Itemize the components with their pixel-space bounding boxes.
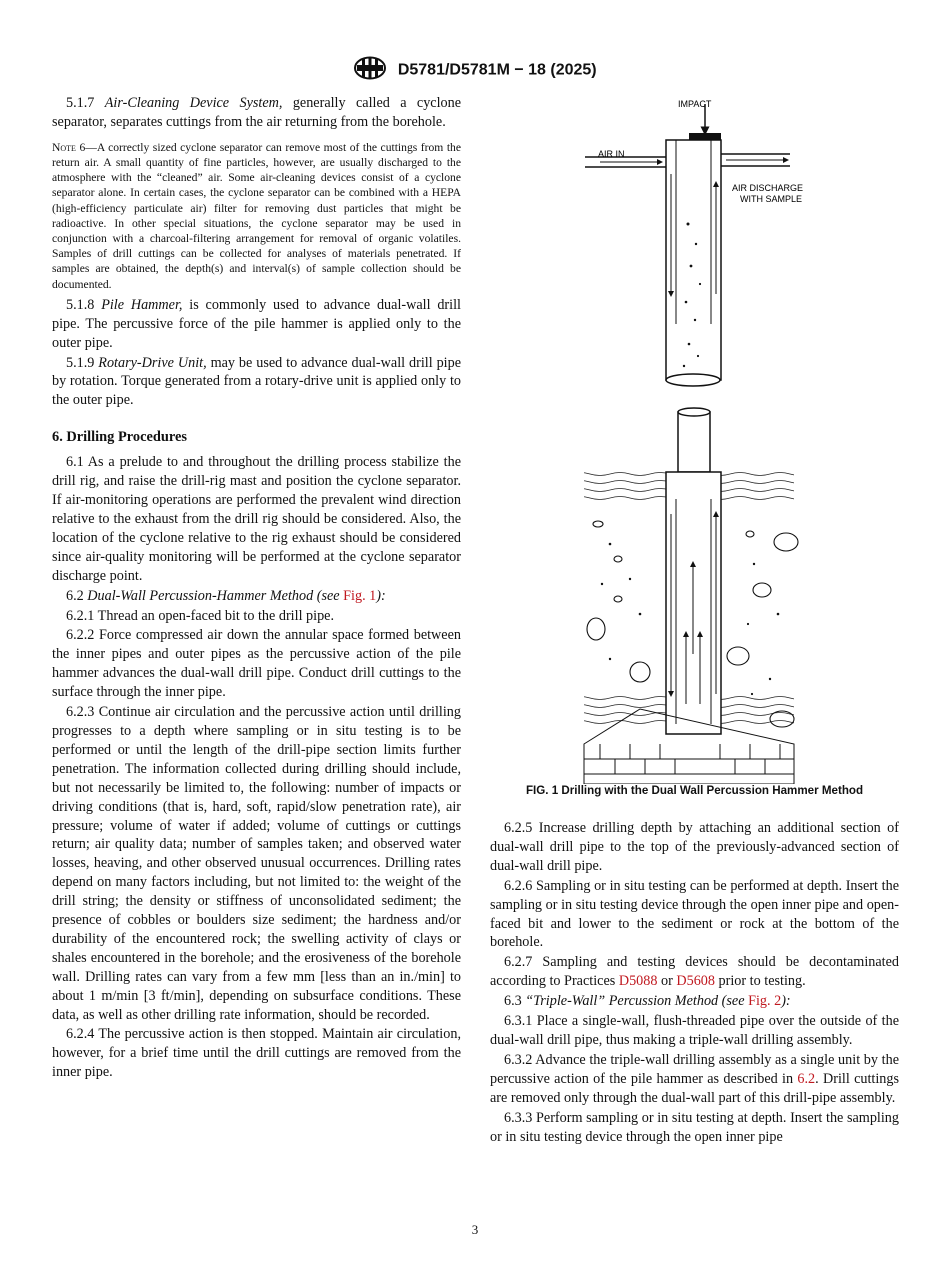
para-6-2-6: 6.2.6 Sampling or in situ testing can be performed at depth. Insert the sampling or in situ testing device through the open inner pipe and open-faced bit and lower to the sediment or rock at the bottom of the borehole. — [490, 877, 899, 951]
figure-1 — [490, 94, 899, 784]
document-title: D5781/D5781M − 18 (2025) — [397, 61, 597, 79]
para-6-3: 6.3 “Triple-Wall” Percussion Method (see Fig. 2): — [504, 993, 791, 1010]
para-6-2-5: 6.2.5 Increase drilling depth by attaching an additional section of dual-wall drill pipe to the top of the previously-advanced section of dual-wall drill pipe. — [490, 820, 899, 874]
label-air-in: AIR IN — [598, 149, 625, 159]
label-impact: IMPACT — [678, 99, 712, 109]
label-with-sample: WITH SAMPLE — [740, 194, 803, 204]
para-5-1-8: 5.1.8 Pile Hammer, is commonly used to advance dual-wall drill pipe. The percussive force of the pile hammer is applied only to the outer pipe. — [52, 296, 461, 351]
para-6-2: 6.2 Dual-Wall Percussion-Hammer Method (see Fig. 1): — [66, 587, 386, 604]
para-6-2-1: 6.2.1 Thread an open-faced bit to the drill pipe. — [66, 607, 335, 624]
d5088-link[interactable]: D5088 — [618, 973, 658, 990]
fig-1-link[interactable]: Fig. 1 — [343, 587, 377, 604]
page-number: 3 — [471, 1222, 479, 1237]
para-6-2-2: 6.2.2 Force compressed air down the annular space formed between the inner pipes and outer pipes as the percussive action of the pile hammer advances the dual-wall drill pipe. Conduct drill cuttings to the surface through the inner pipe. — [52, 627, 461, 701]
para-6-2-3: 6.2.3 Continue air circulation and the percussive action until drilling progresses to a depth where sampling or in situ testing is to be performed or until the length of the drill-pipe section limits further penetration. The information collected during drilling should include, but not necessarily be limited to, the following: number of impacts or driving conditions (that is, hard, soft, rapid/slow penetration rate), air pressure; volume of water if added; volume of cuttings or cuttings return; air quality data; number of samples taken; and observed water losses, heaving, and other observed unusual occurrences. Drilling rates depend on many factors including, but not limited to: the weight of the drill string; the density or stiffness of unconsolidated sediment; the presence of cobbles or boulders size sediment; the hardness and/or durability of the encountered rock; the swelling activity of clays or shales encountered in the borehole; and the erosiveness of the borehole wall. Drilling rates can vary from a few mm [less than an in./min] to about 1 m/min [3 ft/min], depending on subsurface conditions. These data, as well as other drilling rate information, should be recorded. — [52, 704, 461, 1023]
drilling-diagram — [490, 94, 899, 784]
page-header — [0, 56, 950, 85]
label-air-discharge: AIR DISCHARGE — [732, 183, 804, 193]
fig-2-link[interactable]: Fig. 2 — [748, 993, 782, 1010]
para-6-3-2: 6.3.2 Advance the triple-wall drilling assembly as a single unit by the percussive action of the pile hammer as described in 6.2. Drill cuttings are removed only through the dual-wall part of this drill-pipe assembly. — [490, 1051, 899, 1106]
figure-1-caption: FIG. 1 Drilling with the Dual Wall Percussion Hammer Method — [525, 784, 864, 797]
astm-logo-icon — [353, 56, 387, 85]
right-column — [490, 94, 899, 1147]
note-6: Note 6—A correctly sized cyclone separator can remove most of the cuttings from the return air. A small quantity of fine particles, however, are usually discharged to the atmosphere with the “cleaned” air. Some air-cleaning devices consist of a cyclone separator alone. In certain cases, the cyclone separator can be combined with a HEPA (high-efficiency particulate air) filter for removing dust particles that might be radioactive. In other special situations, the cyclone separator may be used in conjunction with a charcoal-filtering arrangement for removal of organic volatiles. Samples of drill cuttings can be collected for analyses of materials penetrated. If samples are obtained, the depth(s) and interval(s) of sample collection should be documented. — [52, 140, 462, 291]
d5608-link[interactable]: D5608 — [676, 973, 715, 990]
section-heading-6: 6. Drilling Procedures — [52, 429, 187, 446]
para-6-3-3: 6.3.3 Perform sampling or in situ testing at depth. Insert the sampling or in situ testing device through the open inner pipe — [490, 1109, 899, 1145]
para-6-1: 6.1 As a prelude to and throughout the drilling process stabilize the drill rig, and raise the drill-rig mast and position the cyclone separator. If air-monitoring operations are performed the prevalent wind direction relative to the exhaust from the drill rig should be considered. Also, the location of the cyclone relative to the rig exhaust should be considered since air-quality monitoring will be performed at the cyclone separator discharge point. — [52, 454, 461, 584]
para-6-2-7: 6.2.7 Sampling and testing devices should be decontaminated according to Practices D5088 or D5608 prior to testing. — [490, 954, 899, 990]
para-5-1-9: 5.1.9 Rotary-Drive Unit, may be used to advance dual-wall drill pipe by rotation. Torque generated from a rotary-drive unit is applied only to the outer pipe. — [52, 354, 461, 409]
section-6-2-link[interactable]: 6.2 — [797, 1070, 816, 1087]
para-6-3-1: 6.3.1 Place a single-wall, flush-threaded pipe over the outside of the dual-wall drill pipe, thus making a triple-wall drilling assembly. — [490, 1013, 899, 1048]
para-6-2-4: 6.2.4 The percussive action is then stopped. Maintain air circulation, however, for a brief time until the drill cuttings are removed from the inner pipe. — [52, 1026, 461, 1081]
para-5-1-7: 5.1.7 Air-Cleaning Device System, generally called a cyclone separator, separates cuttings from the air returning from the borehole. — [52, 95, 462, 130]
left-column — [52, 94, 461, 1083]
